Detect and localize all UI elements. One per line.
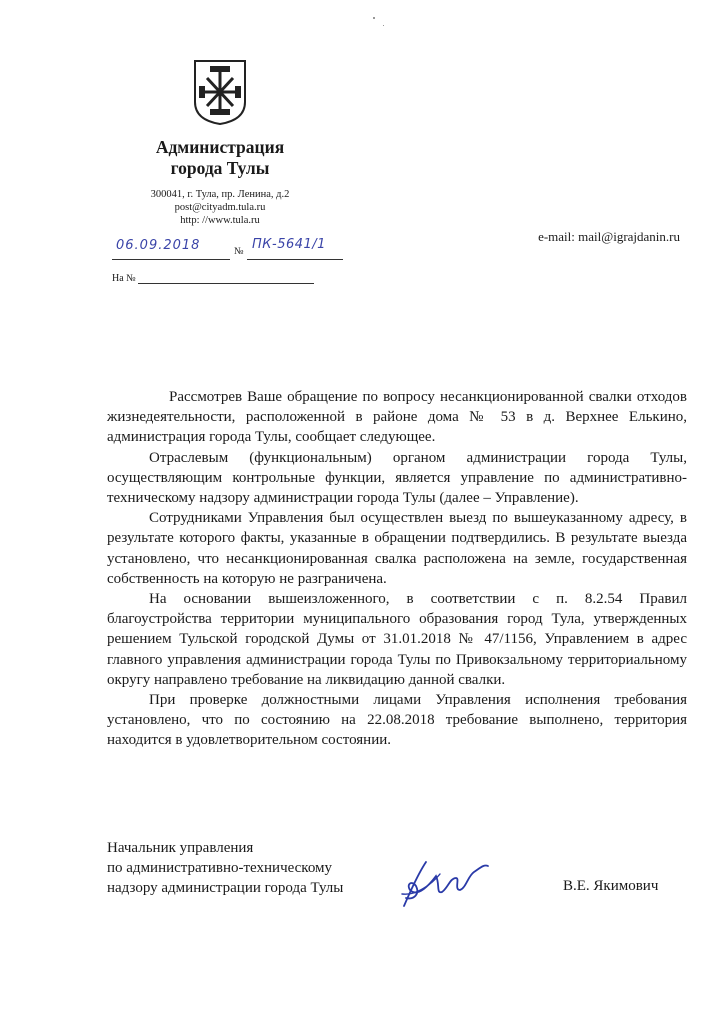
body-paragraph: Рассмотрев Ваше обращение по вопросу несанкционированной свалки отходов жизнедеятельности, расположенной в районе дома № 53 в д. Верхнее Елькино, администрация города Тулы, сообщает следующее. <box>107 389 687 446</box>
signatory-title-line3: надзору администрации города Тулы <box>107 880 344 896</box>
signatory-name: В.Е. Якимович <box>563 878 659 894</box>
body-paragraph: При проверке должностными лицами Управления исполнения требования установлено, что по состоянию на 22.08.2018 требование выполнено, территория находится в удовлетворительном состоянии. <box>107 692 687 749</box>
reply-to-underline <box>138 270 314 284</box>
number-label: № <box>234 246 244 257</box>
org-website: http: //www.tula.ru <box>180 215 260 226</box>
signatory-title-line1: Начальник управления <box>107 840 254 856</box>
body-paragraph: Отраслевым (функциональным) органом администрации города Тулы, осуществляющим контрольные функции, является управление по административно-техническому надзору администрации города Тулы (далее – Управление). <box>107 449 687 507</box>
body-paragraph: Сотрудниками Управления был осуществлен выезд по вышеуказанному адресу, в результате которого факты, указанные в обращении подтвердились. В результате выезда установлено, что несанкционированная свалка расположена на земле, государственная собственность на которую не разграничена. <box>107 510 687 587</box>
signatory-title-line2: по административно-техническому <box>107 860 333 876</box>
org-title-line1: Администрация <box>155 137 285 157</box>
registration-number: ПК-5641/1 <box>252 237 326 252</box>
reply-to-label: На № <box>112 273 136 284</box>
tula-coat-of-arms-icon <box>191 58 249 126</box>
body-paragraph: На основании вышеизложенного, в соответствии с п. 8.2.54 Правил благоустройства территории муниципального образования город Тула, утвержденных решением Тульской городской Думы от 31.01.2018 № 47/1156, Управлением в адрес главного управления администрации города Тулы по Привокзальному территориальному округу направлено требование на ликвидацию данной свалки. <box>107 591 687 688</box>
letter-body <box>107 387 687 751</box>
recipient-email: e-mail: mail@igrajdanin.ru <box>538 229 680 244</box>
handwritten-signature-icon <box>396 854 492 912</box>
org-email: post@cityadm.tula.ru <box>174 202 266 213</box>
registration-date: 06.09.2018 <box>116 238 201 253</box>
org-title-line2: города Тулы <box>170 158 270 178</box>
org-address: 300041, г. Тула, пр. Ленина, д.2 <box>150 189 290 200</box>
